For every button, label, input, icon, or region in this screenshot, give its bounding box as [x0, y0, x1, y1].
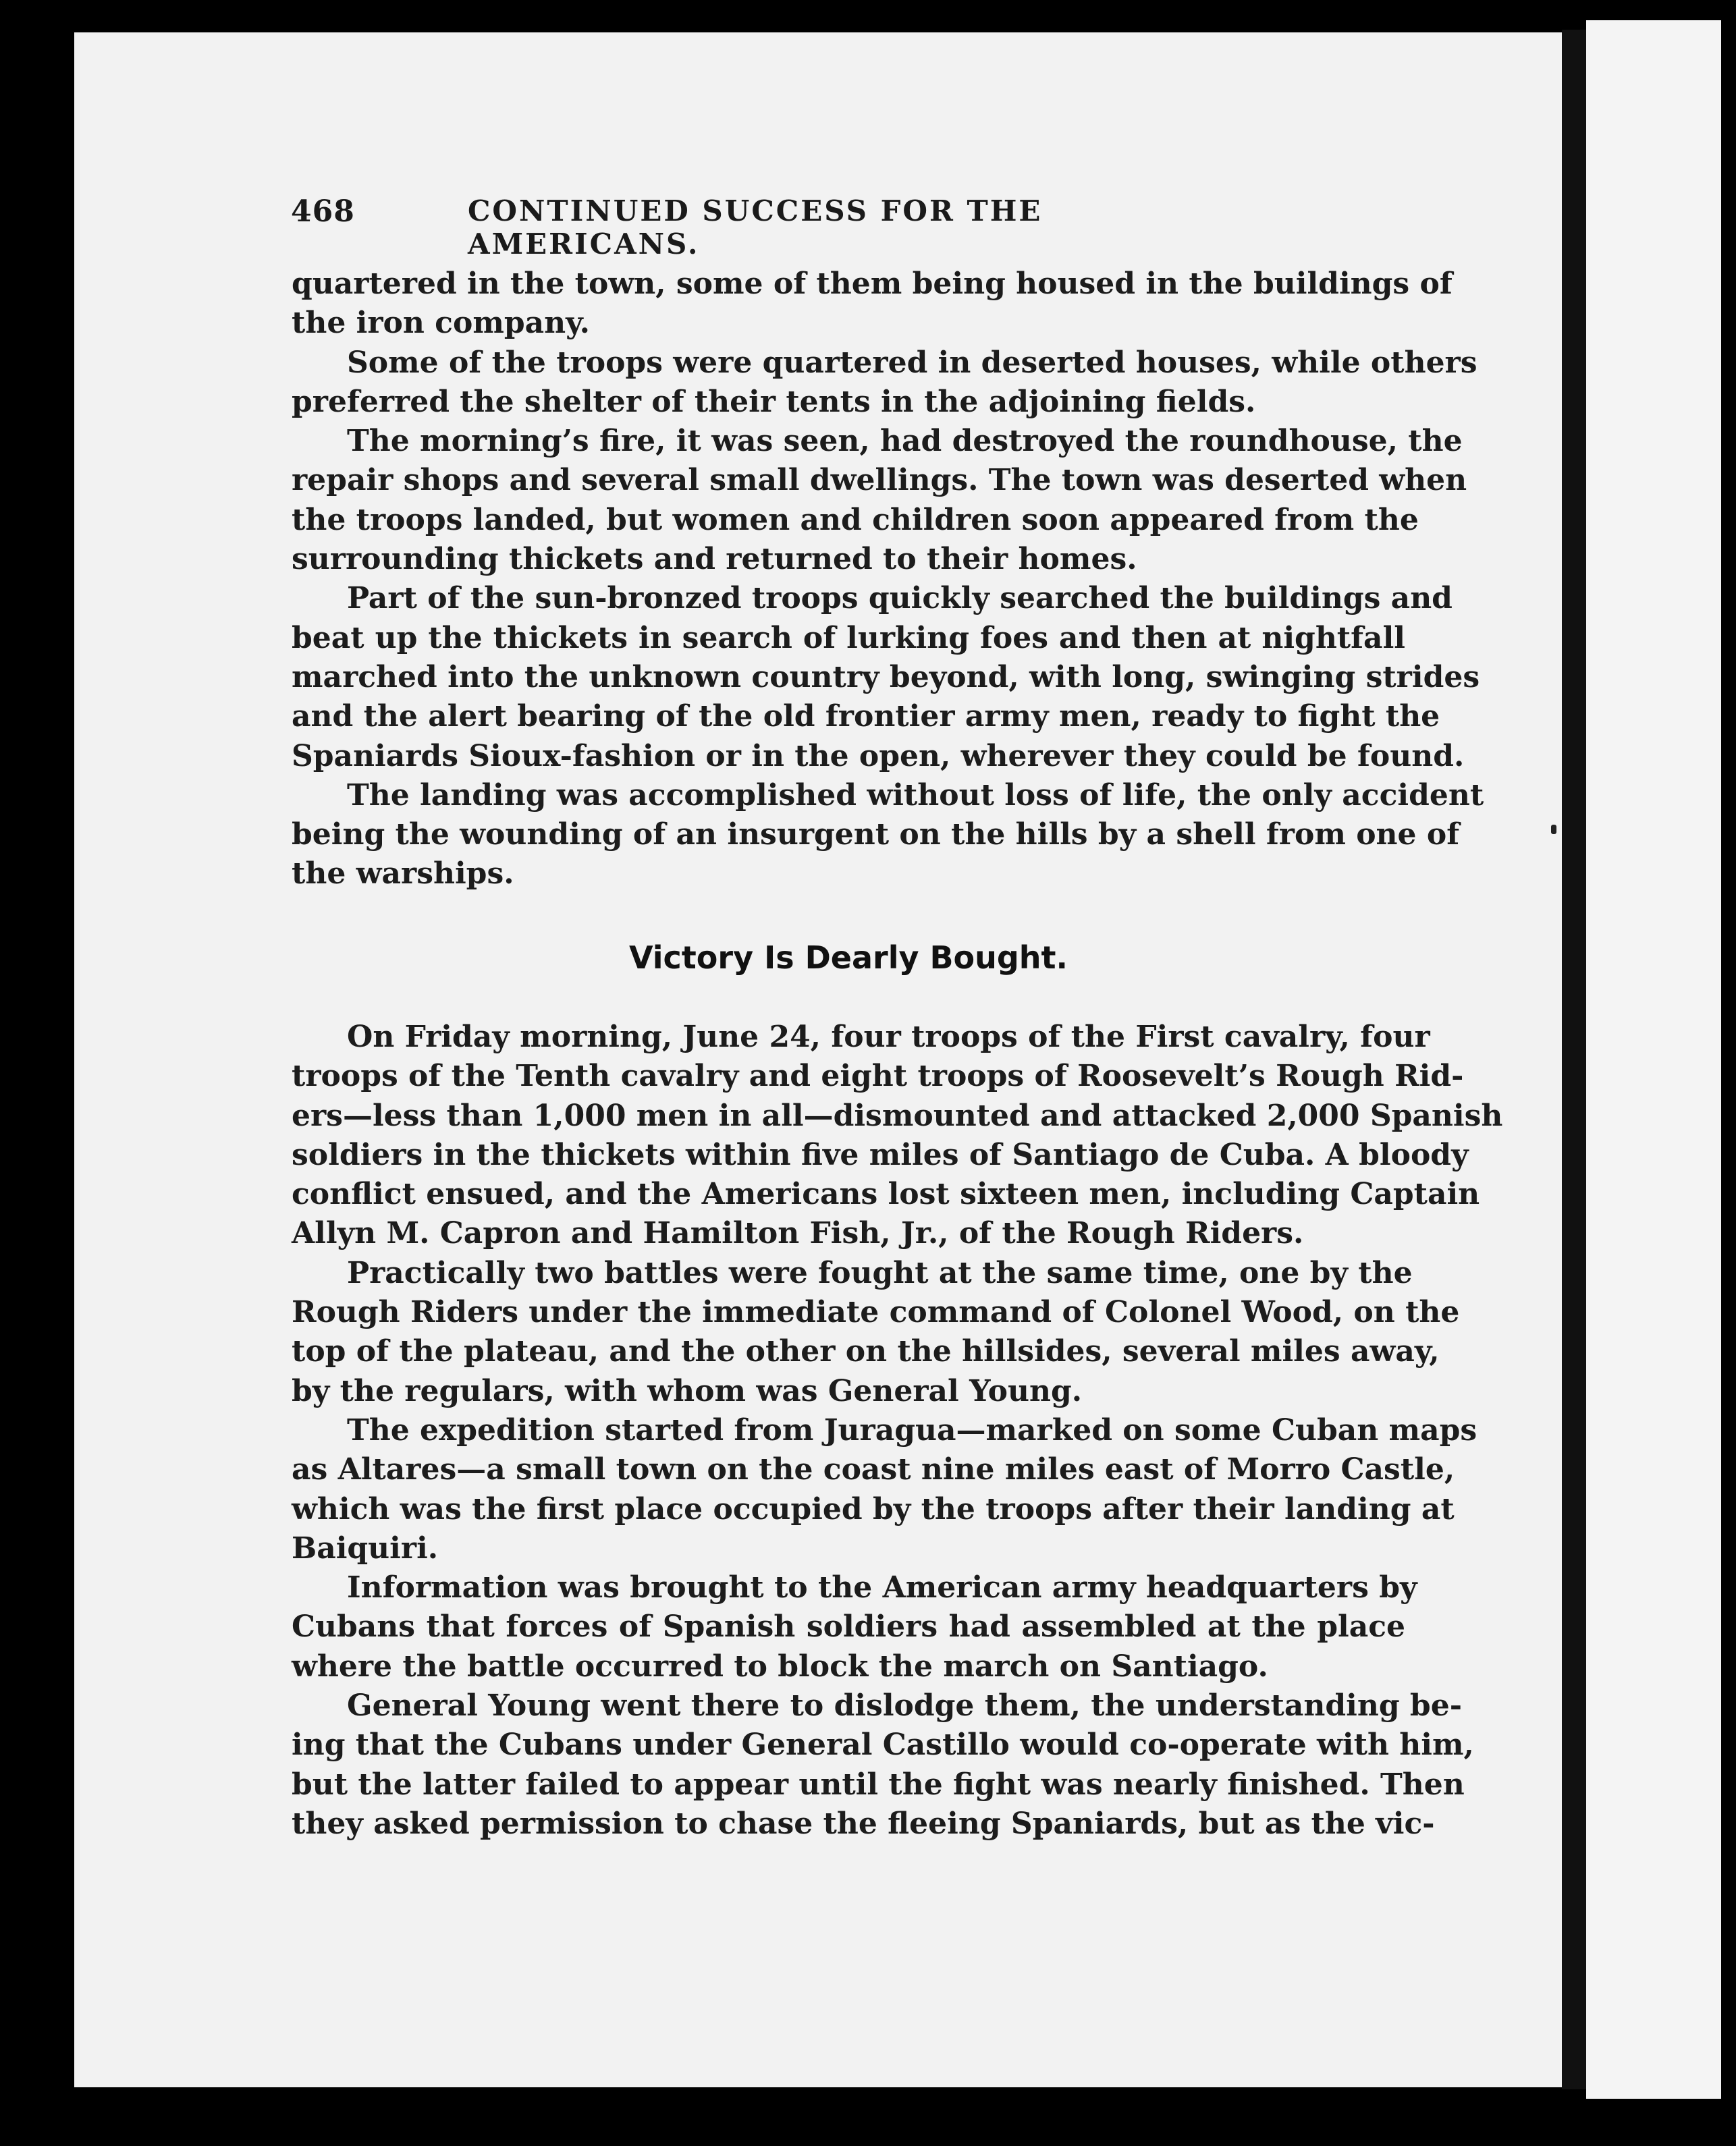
text-line: which was the first place occupied by the troops after their landing at — [292, 1491, 1455, 1526]
text-line: ers—less than 1,000 men in all—dismounted and attacked 2,000 Spanish — [292, 1098, 1503, 1133]
text-line: The morning’s fire, it was seen, had destroyed the roundhouse, the — [347, 424, 1463, 459]
running-title: CONTINUED SUCCESS FOR THE AMERICANS. — [468, 194, 1043, 260]
text-line: by the regulars, with whom was General Young. — [292, 1373, 1083, 1408]
text-line: Allyn M. Capron and Hamilton Fish, Jr., of the Rough Riders. — [292, 1216, 1304, 1251]
text-line: The landing was accomplished without loss of life, the only accident — [347, 777, 1484, 813]
text-line: Cubans that forces of Spanish soldiers had assembled at the place — [292, 1610, 1405, 1645]
text-line: Practically two battles were fought at the same time, one by the — [347, 1255, 1413, 1290]
text-line: On Friday morning, June 24, four troops of the First cavalry, four — [347, 1020, 1430, 1054]
text-line: the warships. — [292, 856, 514, 891]
text-line: Spaniards Sioux-fashion or in the open, wherever they could be found. — [292, 738, 1465, 773]
text-line: surrounding thickets and returned to their homes. — [292, 542, 1137, 577]
text-line: quartered in the town, some of them being housed in the buildings of — [292, 267, 1453, 301]
text-line: troops of the Tenth cavalry and eight troops of Roosevelt’s Rough Rid- — [292, 1059, 1464, 1094]
text-line: but the latter failed to appear until the fight was nearly finished. Then — [292, 1767, 1465, 1802]
text-line: ing that the Cubans under General Castillo would co-operate with him, — [292, 1728, 1474, 1763]
text-line: The expedition started from Juragua—marked on some Cuban maps — [347, 1412, 1477, 1448]
text-line: top of the plateau, and the other on the hillsides, several miles away, — [292, 1334, 1440, 1369]
running-head — [291, 194, 1271, 260]
page-number: 468 — [291, 194, 355, 229]
text-line: soldiers in the thickets within five miles of Santiago de Cuba. A bloody — [292, 1137, 1469, 1172]
text-line: where the battle occurred to block the march on Santiago. — [292, 1649, 1268, 1684]
adjacent-page-edge — [1586, 20, 1721, 2099]
ink-speck — [1551, 825, 1556, 834]
text-line: Rough Riders under the immediate command of Colonel Wood, on the — [292, 1295, 1460, 1330]
text-line: and the alert bearing of the old frontier army men, ready to fight the — [292, 699, 1440, 734]
text-line: being the wounding of an insurgent on the hills by a shell from one of — [292, 817, 1460, 852]
text-line: conflict ensued, and the Americans lost sixteen men, including Captain — [292, 1177, 1480, 1212]
text-line: preferred the shelter of their tents in the adjoining fields. — [292, 384, 1256, 419]
text-line: marched into the unknown country beyond, with long, swinging strides — [292, 659, 1480, 694]
text-line: Baiquiri. — [292, 1531, 439, 1566]
text-line: General Young went there to dislodge them, the understanding be- — [347, 1688, 1462, 1724]
text-line: the troops landed, but women and children soon appeared from the — [292, 502, 1419, 537]
text-line: as Altares—a small town on the coast nine miles east of Morro Castle, — [292, 1452, 1455, 1487]
text-line: Information was brought to the American army headquarters by — [347, 1570, 1417, 1605]
text-line: Part of the sun-bronzed troops quickly searched the buildings and — [347, 581, 1453, 616]
binding-gutter — [1562, 30, 1586, 2089]
text-line: the iron company. — [292, 306, 590, 341]
text-line: beat up the thickets in search of lurking foes and then at nightfall — [292, 620, 1405, 655]
body-text-bottom — [292, 1018, 1503, 1844]
text-line: repair shops and several small dwellings. The town was deserted when — [292, 463, 1467, 498]
body-text-top — [292, 265, 1484, 894]
text-line: Some of the troops were quartered in deserted houses, while others — [347, 345, 1477, 380]
section-heading: Victory Is Dearly Bought. — [628, 939, 1068, 976]
text-line: they asked permission to chase the fleeing Spaniards, but as the vic- — [292, 1806, 1435, 1841]
